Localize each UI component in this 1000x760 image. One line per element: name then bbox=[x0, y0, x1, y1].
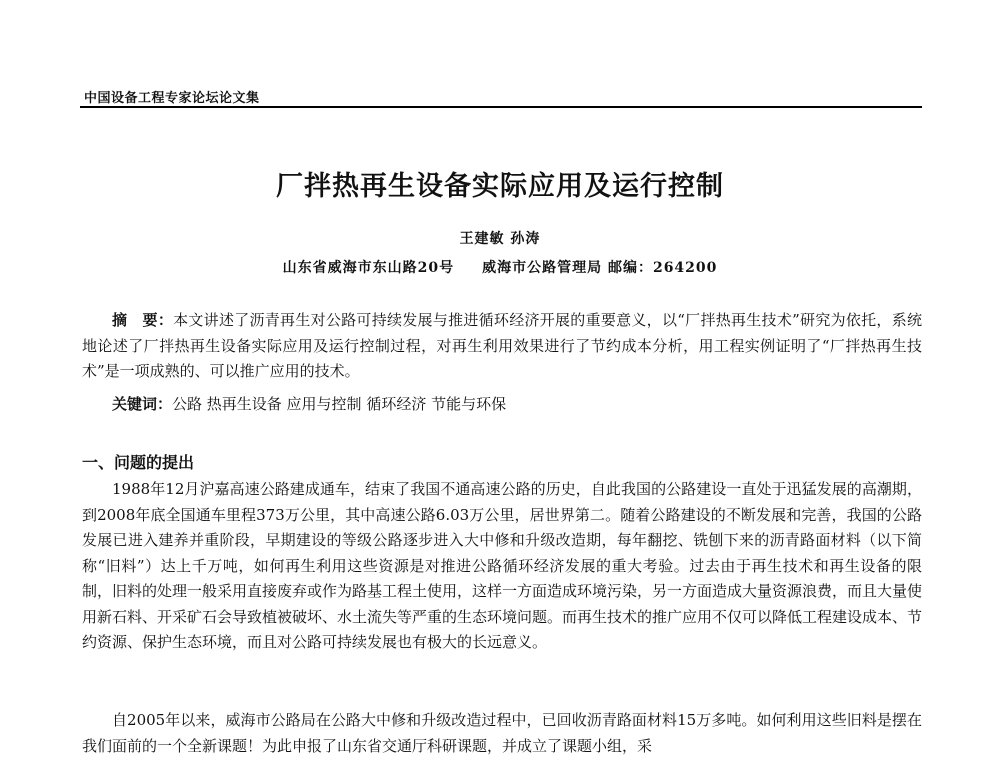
keywords-text: 公路 热再生设备 应用与控制 循环经济 节能与环保 bbox=[172, 395, 507, 413]
body-paragraph: 1988年12月沪嘉高速公路建成通车，结束了我国不通高速公路的历史，自此我国的公路建设一直处于迅猛发展的高潮期，到2008年底全国通车里程373万公里，其中高速公路6.03万公里，居世界第二。随着公路建设的不断发展和完善，我国的公路发展已进入建养并重阶段，早期建设的等级公路逐步进入大中修和升级改造期，每年翻挖、铣刨下来的沥青路面材料（以下简称“旧料”）达上千万吨，如何再生利用这些资源是对推进公路循环经济发展的重大考验。过去由于再生技术和再生设备的限制，旧料的处理一般采用直接废弃或作为路基工程土使用，这样一方面造成环境污染，另一方面造成大量资源浪费，而且大量使用新石料、开采矿石会导致植被破坏、水土流失等严重的生态环境问题。而再生技术的推广应用不仅可以降低工程建设成本、节约资源、保护生态环境，而且对公路可持续发展也有极大的长远意义。 bbox=[82, 480, 923, 651]
abstract-text: 本文讲述了沥青再生对公路可持续发展与推进循环经济开展的重要意义，以“厂拌热再生技术”研究为依托，系统地论述了厂拌热再生设备实际应用及运行控制过程，对再生利用效果进行了节约成本分析，用工程实例证明了“厂拌热再生技术”是一项成熟的、可以推广应用的技术。 bbox=[82, 311, 922, 380]
section-heading: 一、问题的提出 bbox=[82, 453, 195, 472]
paper-title: 厂拌热再生设备实际应用及运行控制 bbox=[276, 171, 724, 203]
paper-authors: 王建敏 孙涛 bbox=[459, 231, 541, 247]
header-rule bbox=[80, 106, 922, 108]
body-paragraph: 自2005年以来，威海市公路局在公路大中修和升级改造过程中，已回收沥青路面材料15万多吨。如何利用这些旧料是摆在我们面前的一个全新课题！为此申报了山东省交通厅科研课题，并成立了课题小组，采 bbox=[82, 711, 922, 755]
paper-affiliation bbox=[0, 257, 1000, 277]
abstract-label: 摘 要： bbox=[112, 311, 174, 329]
keywords-label: 关键词： bbox=[112, 395, 173, 413]
running-header: 中国设备工程专家论坛论文集 bbox=[84, 91, 260, 106]
abstract bbox=[82, 308, 922, 385]
affiliation-organization: 威海市公路管理局 邮编：264200 bbox=[482, 260, 718, 276]
keywords bbox=[82, 392, 922, 418]
affiliation-address: 山东省威海市东山路20号 bbox=[282, 260, 455, 276]
